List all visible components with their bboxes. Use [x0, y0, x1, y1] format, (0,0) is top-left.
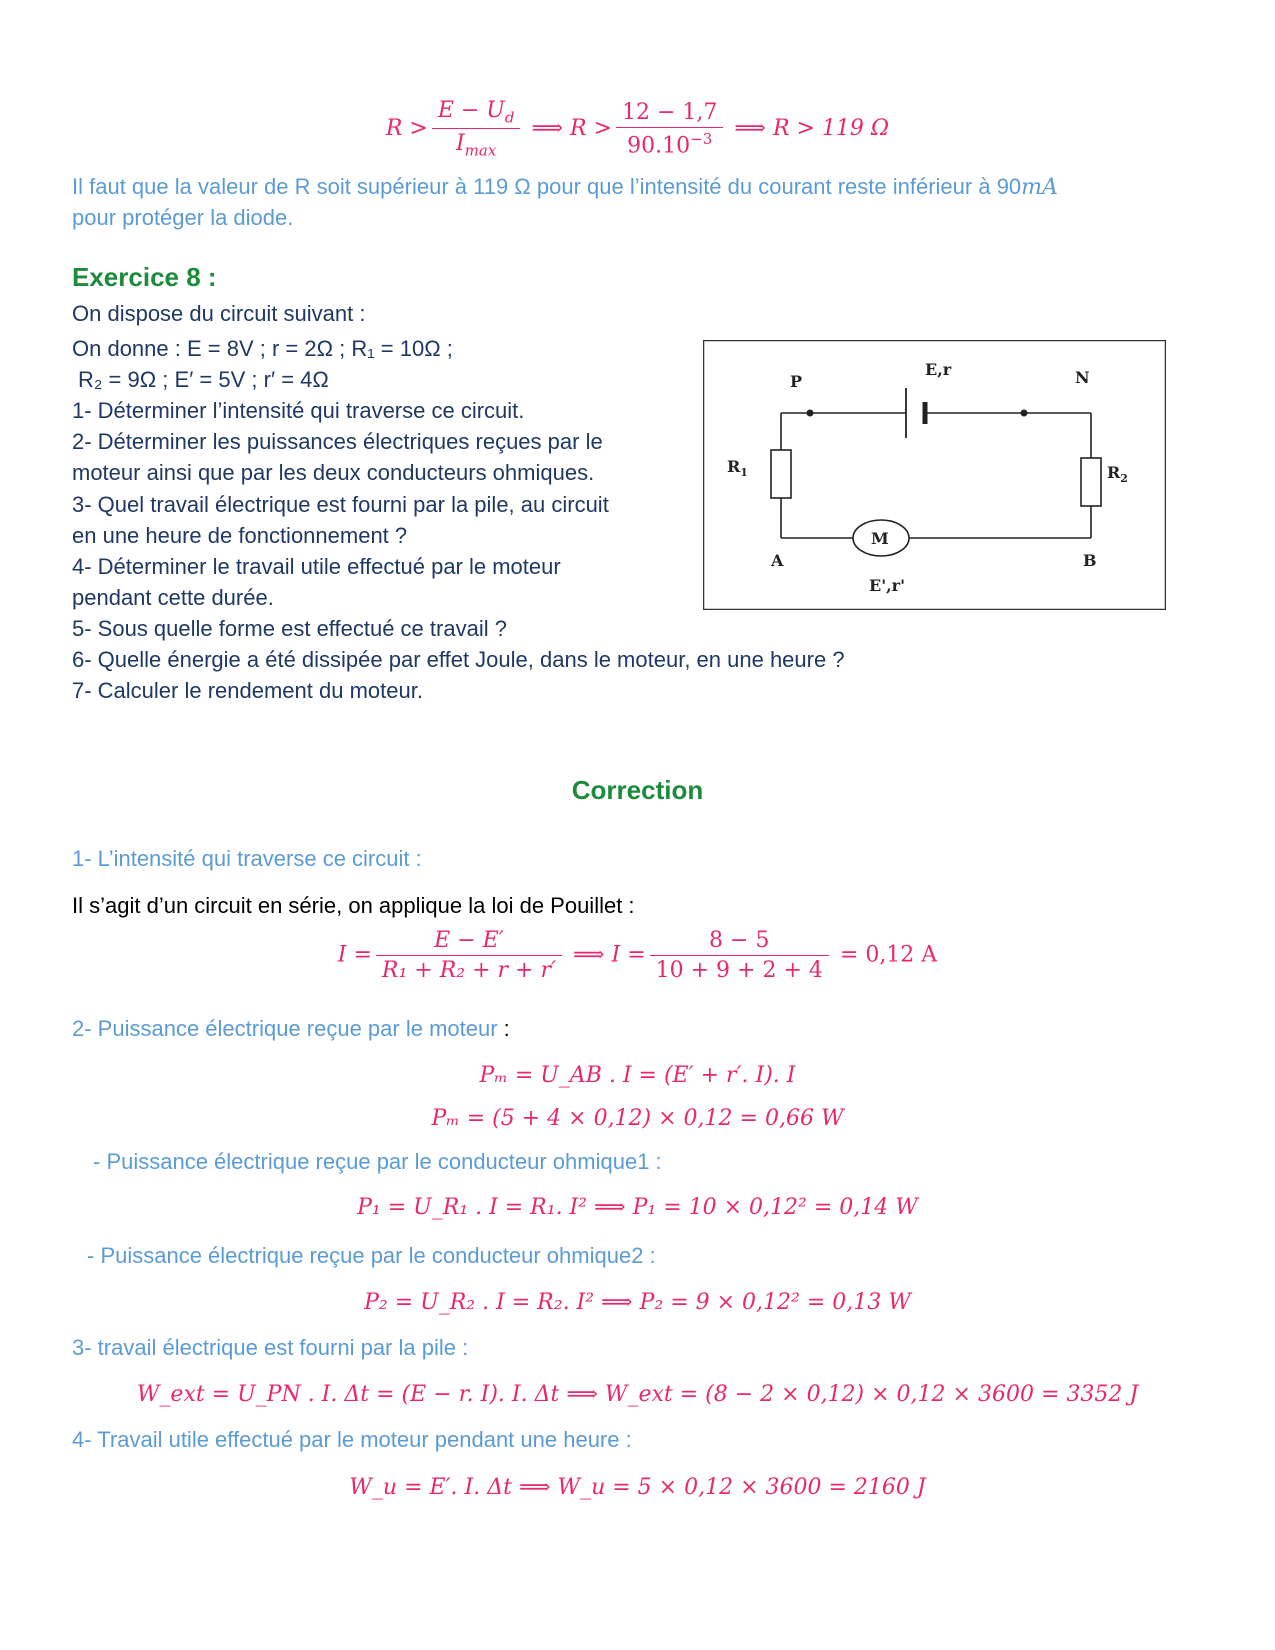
exercise-given-2: R₂ = 9Ω ; E′ = 5V ; r′ = 4Ω — [78, 367, 329, 392]
equation-p1: P₁ = U_R₁ . I = R₁. I² ⟹ P₁ = 10 × 0,12² = 0,14 W — [357, 1195, 918, 1220]
label-motor: M — [871, 529, 889, 548]
conclusion-line: Il faut que la valeur de R soit supérieur à 119 Ω pour que l’intensité du courant reste inférieur à 90mA — [72, 174, 1058, 200]
fraction: $\frac{12 - 1,7}{90.10^{-3}}$ — [616, 100, 723, 158]
correction-heading-4: 4- Travail utile effectué par le moteur pendant une heure : — [72, 1427, 632, 1452]
equation-pm-1: Pₘ = U_AB . I = (E′ + r′. I). I — [479, 1063, 796, 1088]
question-2b: moteur ainsi que par les deux conducteurs ohmiques. — [72, 460, 595, 485]
question-1: 1- Déterminer l’intensité qui traverse ce circuit. — [72, 398, 525, 423]
question-4b: pendant cette durée. — [72, 585, 274, 610]
correction-heading-2b: - Puissance électrique reçue par le conducteur ohmique1 : — [93, 1149, 662, 1174]
question-3a: 3- Quel travail électrique est fourni par la pile, au circuit — [72, 492, 609, 517]
node-n-dot — [1021, 410, 1028, 417]
question-4a: 4- Déterminer le travail utile effectué par le moteur — [72, 554, 561, 579]
equation-p2: P₂ = U_R₂ . I = R₂. I² ⟹ P₂ = 9 × 0,12² = 0,13 W — [364, 1290, 911, 1315]
correction-heading-2: 2- Puissance électrique reçue par le moteur : — [72, 1016, 510, 1041]
equation-work-ext: W_ext = U_PN . I. Δt = (E − r. I). I. Δt ⟹ W_ext = (8 − 2 × 0,12) × 0,12 × 3600 = 3352 J — [136, 1382, 1139, 1407]
question-7: 7- Calculer le rendement du moteur. — [72, 678, 423, 703]
label-b: B — [1083, 551, 1097, 570]
eq-lhs: R > — [385, 115, 428, 141]
correction-heading-3: 3- travail électrique est fourni par la pile : — [72, 1335, 469, 1360]
exercise-given-1: On donne : E = 8V ; r = 2Ω ; R₁ = 10Ω ; — [72, 336, 453, 361]
label-r1: $R_1$ — [727, 457, 748, 479]
node-p-dot — [807, 410, 814, 417]
fraction: $\frac{E - E'}{\text{R₁ + R₂ + r + r′}}$ — [376, 928, 562, 983]
label-battery: E,r — [925, 360, 952, 379]
correction-heading-1: 1- L’intensité qui traverse ce circuit : — [72, 846, 422, 871]
label-n: N — [1075, 368, 1090, 387]
correction-title: Correction — [571, 775, 704, 805]
equation-work-useful: W_u = E′. I. Δt ⟹ W_u = 5 × 0,12 × 3600 = 2160 J — [349, 1475, 926, 1500]
conclusion-line-2: pour protéger la diode. — [72, 205, 294, 230]
equation-intensity: I = $\frac{E - E'}{\text{R₁ + R₂ + r + r′}}$ ⟹ I = $\frac{8 - 5}{10 + 9 + 2 + 4}$ = 0,12 A — [337, 928, 938, 983]
fraction: $\frac{8 - 5}{10 + 9 + 2 + 4}$ — [650, 928, 829, 983]
question-2a: 2- Déterminer les puissances électriques reçues par le — [72, 429, 603, 454]
eq-mid: ⟹ R > — [531, 115, 612, 141]
exercise-title: Exercice 8 : — [72, 262, 217, 292]
question-3b: en une heure de fonctionnement ? — [72, 523, 408, 548]
equation-pm-2: Pₘ = (5 + 4 × 0,12) × 0,12 = 0,66 W — [431, 1106, 844, 1131]
label-a: A — [771, 551, 784, 570]
equation-r-condition — [0, 98, 1275, 160]
label-p: P — [790, 372, 803, 391]
label-r2: $R_2$ — [1107, 463, 1128, 485]
fraction: $\frac{E - U_d}{I_{max}}$ — [432, 98, 521, 160]
eq-rhs: ⟹ R > 119 Ω — [734, 115, 890, 141]
correction-text-1: Il s’agit d’un circuit en série, on applique la loi de Pouillet : — [72, 893, 635, 918]
circuit-diagram — [703, 340, 1166, 610]
exercise-intro: On dispose du circuit suivant : — [72, 301, 366, 326]
question-5: 5- Sous quelle forme est effectué ce travail ? — [72, 616, 507, 641]
question-6: 6- Quelle énergie a été dissipée par effet Joule, dans le moteur, en une heure ? — [72, 647, 845, 672]
label-motor-params: E',r' — [869, 576, 905, 595]
correction-heading-2c: - Puissance électrique reçue par le conducteur ohmique2 : — [87, 1243, 656, 1268]
